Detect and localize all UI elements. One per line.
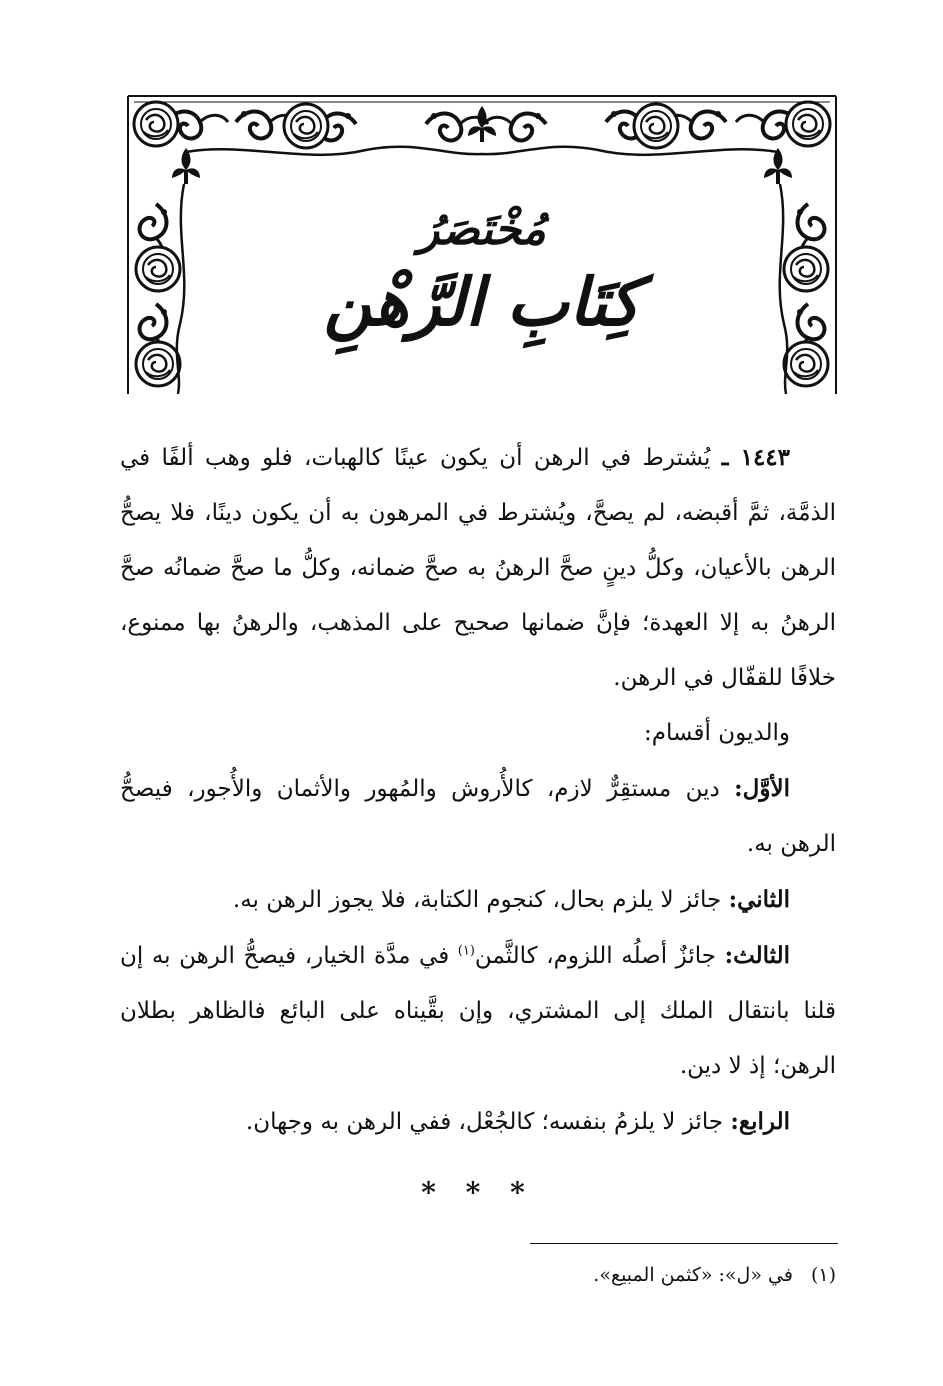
- footnote-marker[interactable]: (١): [457, 943, 475, 959]
- issue-number: ١٤٤٣ ـ: [721, 444, 791, 471]
- footnote-text: في «ل»: «كثمن المبيع».: [593, 1264, 793, 1286]
- section-separator: * * *: [421, 1176, 535, 1209]
- paragraph-text: جائز لا يلزم بحال، كنجوم الكتابة، فلا يجوز الرهن به.: [232, 887, 722, 913]
- main-text: [120, 430, 836, 1150]
- paragraph-1443: [120, 430, 836, 706]
- paragraph-fourth-type: [120, 1094, 836, 1150]
- chapter-title: كِتَابِ الرَّهْنِ: [323, 263, 641, 341]
- paragraph-lead: الثاني:: [728, 886, 790, 913]
- paragraph-debts-types: [120, 706, 836, 761]
- paragraph-text: والديون أقسام:: [644, 720, 790, 746]
- paragraph-text: دين مستقِرٌّ لازم، كالأُروش والمُهور والأثمان والأُجور، فيصحُّ الرهن به.: [120, 776, 836, 857]
- paragraph-text: يُشترط في الرهن أن يكون عينًا كالهبات، فلو وهب ألفًا في الذمَّة، ثمَّ أقبضه، لم يصحَّ، ويُشترط في المرهون به أن يكون دينًا، فلا يصحُّ الرهن بالأعيان، وكلُّ دينٍ صحَّ الرهنُ به صحَّ ضمانه، وكلُّ ما صحَّ ضمانُه صحَّ الرهنُ به إلا العهدة؛ فإنَّ ضمانها صحيح على المذهب، والرهنُ بها ممنوع، خلافًا للقفّال في الرهن.: [120, 445, 836, 691]
- paragraph-lead: الرابع:: [730, 1108, 790, 1135]
- paragraph-lead: الثالث:: [724, 942, 791, 969]
- chapter-heading: [126, 204, 838, 341]
- paragraph-text: في مدَّة الخيار، فيصحُّ الرهن به إن قلنا بانتقال الملك إلى المشتري، وإن بقَّيناه على البائع فالظاهر بطلان الرهن؛ إذ لا دين.: [120, 943, 836, 1079]
- paragraph-lead: الأوَّل:: [734, 775, 790, 802]
- paragraph-second-type: [120, 872, 836, 928]
- footnote: [420, 1262, 836, 1288]
- paragraph-text: جائزٌ أصلُه اللزوم، كالثَّمن: [474, 943, 716, 969]
- footnote-number: (١): [810, 1264, 836, 1286]
- paragraph-first-type: [120, 761, 836, 872]
- paragraph-text: جائز لا يلزمُ بنفسه؛ كالجُعْل، ففي الرهن به وجهان.: [245, 1109, 724, 1135]
- chapter-subtitle: مُخْتَصَرُ: [418, 204, 546, 255]
- footnote-divider: [530, 1243, 838, 1244]
- paragraph-third-type: [120, 928, 836, 1094]
